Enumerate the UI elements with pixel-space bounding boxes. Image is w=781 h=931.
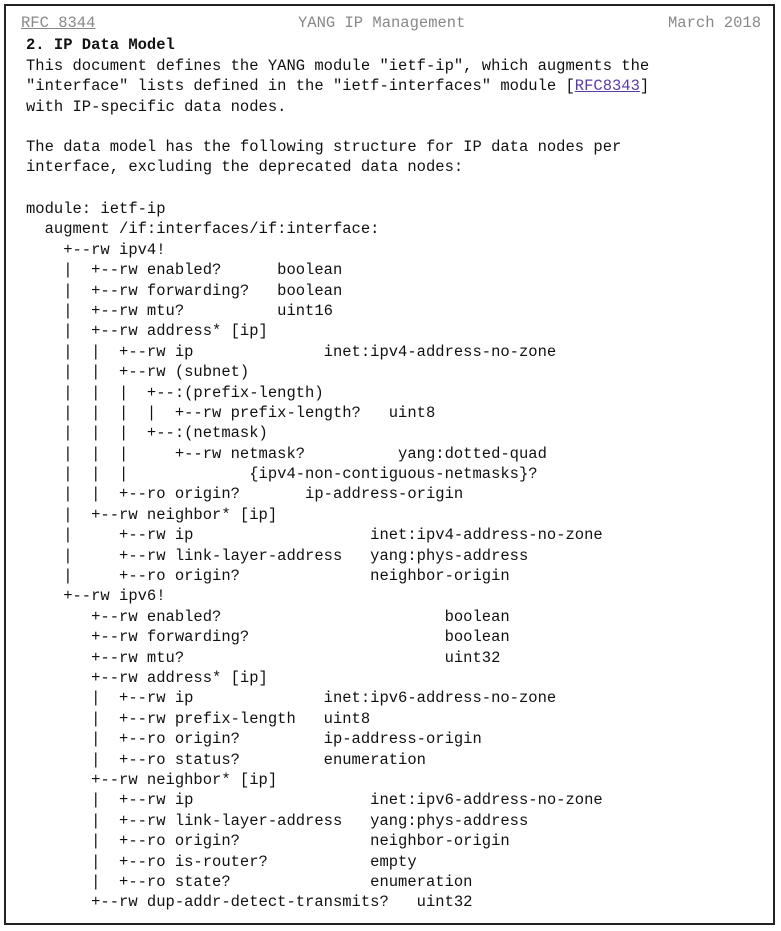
tree-line: | | | +--rw netmask? yang:dotted-quad: [26, 444, 547, 463]
tree-line: | +--ro status? enumeration: [26, 750, 426, 769]
tree-line: | | +--rw ip inet:ipv4-address-no-zone: [26, 342, 557, 361]
section-title: 2. IP Data Model: [26, 36, 175, 54]
tree-line: | +--rw mtu? uint16: [26, 301, 333, 320]
yang-tree-diagram: [26, 199, 603, 913]
tree-line: augment /if:interfaces/if:interface:: [26, 220, 380, 239]
paragraph1-line2-end: ]: [639, 77, 650, 96]
paragraph1-line3: with IP-specific data nodes.: [26, 97, 287, 116]
tree-line: | +--rw ip inet:ipv6-address-no-zone: [26, 791, 603, 810]
tree-line: | | | {ipv4-non-contiguous-netmasks}?: [26, 465, 538, 484]
tree-line: | | | +--:(netmask): [26, 424, 268, 443]
tree-line: +--rw forwarding? boolean: [26, 628, 510, 647]
tree-line: +--rw dup-addr-detect-transmits? uint32: [26, 893, 473, 912]
tree-line: | +--ro origin? neighbor-origin: [26, 567, 510, 586]
paragraph1-line2: "interface" lists defined in the "ietf-interfaces" module [: [26, 77, 575, 96]
tree-line: +--rw neighbor* [ip]: [26, 770, 278, 789]
tree-line: | +--ro origin? neighbor-origin: [26, 832, 510, 851]
tree-line: | +--rw prefix-length uint8: [26, 709, 371, 728]
tree-line: | +--rw address* [ip]: [26, 322, 268, 341]
tree-line: | +--rw enabled? boolean: [26, 261, 343, 280]
tree-line: +--rw address* [ip]: [26, 668, 268, 687]
paragraph2-line2: interface, excluding the deprecated data nodes:: [26, 158, 464, 177]
header-title: YANG IP Management: [297, 14, 466, 32]
tree-line: +--rw ipv6!: [26, 587, 166, 606]
tree-line: +--rw ipv4!: [26, 240, 166, 259]
tree-line: | +--ro origin? ip-address-origin: [26, 730, 482, 749]
tree-line: +--rw enabled? boolean: [26, 607, 510, 626]
tree-line: module: ietf-ip: [26, 200, 166, 218]
rfc-number-link[interactable]: RFC 8344: [21, 14, 96, 32]
tree-line: | +--rw forwarding? boolean: [26, 281, 343, 300]
tree-line: | +--rw ip inet:ipv6-address-no-zone: [26, 689, 557, 708]
tree-line: | | +--rw (subnet): [26, 363, 250, 382]
tree-line: | | | | +--rw prefix-length? uint8: [26, 403, 436, 422]
tree-line: +--rw mtu? uint32: [26, 648, 501, 667]
tree-line: | | +--ro origin? ip-address-origin: [26, 485, 464, 504]
tree-line: | | | +--:(prefix-length): [26, 383, 324, 402]
paragraph1-line1: This document defines the YANG module "ietf-ip", which augments the: [26, 57, 650, 75]
rfc8343-link[interactable]: RFC8343: [574, 77, 640, 96]
tree-line: | +--ro is-router? empty: [26, 852, 417, 871]
page-header: [21, 14, 761, 34]
tree-line: | +--rw link-layer-address yang:phys-address: [26, 811, 529, 830]
paragraph2-line1: The data model has the following structure for IP data nodes per: [26, 138, 622, 157]
tree-line: | +--rw neighbor* [ip]: [26, 505, 278, 524]
tree-line: | +--rw link-layer-address yang:phys-address: [26, 546, 529, 565]
tree-line: | +--rw ip inet:ipv4-address-no-zone: [26, 526, 603, 545]
tree-line: | +--ro state? enumeration: [26, 872, 473, 891]
intro-text: [26, 56, 769, 178]
header-date: March 2018: [667, 14, 761, 32]
